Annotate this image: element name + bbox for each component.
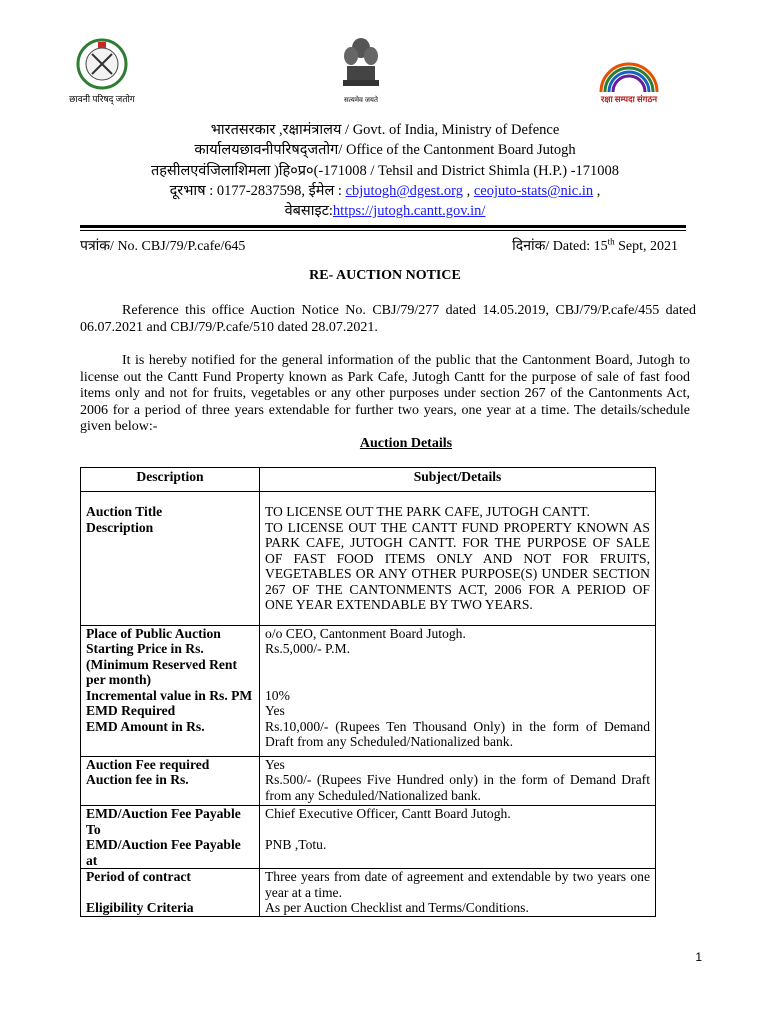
page-number: 1 xyxy=(695,950,702,964)
row-label: Auction Title xyxy=(81,492,260,520)
row-label: Incremental value in Rs. PM xyxy=(81,688,260,704)
row-label: Place of Public Auction xyxy=(81,625,260,641)
row-label: EMD Required xyxy=(81,703,260,719)
header-divider xyxy=(80,225,686,228)
date-prefix: दिनांक/ Dated: 15 xyxy=(512,239,608,254)
row-value: o/o CEO, Cantonment Board Jutogh. xyxy=(260,625,656,641)
table-row xyxy=(81,641,656,688)
defence-estates-logo xyxy=(589,34,669,108)
header-subject-details: Subject/Details xyxy=(260,468,656,492)
auction-details-heading: Auction Details xyxy=(359,436,453,451)
table-header-row xyxy=(81,468,656,492)
header-ministry: भारतसरकार ,रक्षामंत्रालय / Govt. of India, Ministry of Defence xyxy=(210,122,560,138)
date-suffix: Sept, 2021 xyxy=(614,239,678,254)
row-value: Three years from date of agreement and extendable by two years one year at a time. xyxy=(260,869,656,901)
email-link-1[interactable]: cbjutogh@dgest.org xyxy=(345,183,463,199)
row-label: EMD/Auction Fee Payable at xyxy=(81,837,260,869)
emblem-caption: सत्यमेव जयते xyxy=(344,96,378,104)
table-row xyxy=(81,869,656,901)
email-separator: , xyxy=(462,183,474,199)
email-link-2[interactable]: ceojuto-stats@nic.in xyxy=(473,183,594,199)
notice-title: RE- AUCTION NOTICE xyxy=(309,268,461,283)
cantonment-board-logo xyxy=(64,34,140,108)
row-label: EMD/Auction Fee Payable To xyxy=(81,806,260,838)
table-row xyxy=(81,520,656,626)
row-value: Rs.500/- (Rupees Five Hundred only) in the form of Demand Draft from any Scheduled/Nationalized bank. xyxy=(260,772,656,806)
row-value: TO LICENSE OUT THE PARK CAFE, JUTOGH CANTT. xyxy=(260,492,656,520)
notification-paragraph: It is hereby notified for the general information of the public that the Cantonment Board, Jutogh to license out the Cantt Fund Property known as Park Cafe, Jutogh Cantt for the purpose of sale of fast food items only and not for fruits, vegetables or any other purposes under section 267 of the Cantonments Act, 2006 for a period of three years extendable for further two years, one year at a time. The details/schedule given below:- xyxy=(80,353,690,434)
header-divider-thin xyxy=(80,230,686,231)
row-label: Eligibility Criteria xyxy=(81,900,260,916)
table-row xyxy=(81,625,656,641)
email-suffix: , xyxy=(593,183,601,199)
row-value: Rs.5,000/- P.M. xyxy=(260,641,656,688)
row-label: Auction fee in Rs. xyxy=(81,772,260,806)
table-row xyxy=(81,688,656,704)
header-office: कार्यालयछावनीपरिषद्जतोग/ Office of the Cantonment Board Jutogh xyxy=(194,142,576,158)
table-row xyxy=(81,772,656,806)
row-value: Yes xyxy=(260,703,656,719)
row-label: Starting Price in Rs. (Minimum Reserved Rent per month) xyxy=(81,641,260,688)
table-row xyxy=(81,703,656,719)
reference-number: पत्रांक/ No. CBJ/79/P.cafe/645 xyxy=(80,239,246,254)
row-label: Auction Fee required xyxy=(81,756,260,772)
table-row xyxy=(81,756,656,772)
table-row xyxy=(81,806,656,838)
table-row xyxy=(81,492,656,520)
auction-details-table xyxy=(80,467,656,917)
table-row xyxy=(81,719,656,757)
right-logo-caption: रक्षा सम्पदा संगठन xyxy=(600,94,658,104)
row-label: Description xyxy=(81,520,260,626)
row-value: Chief Executive Officer, Cantt Board Jutogh. xyxy=(260,806,656,838)
header-website xyxy=(0,202,770,220)
reference-date xyxy=(512,236,678,255)
phone-text: दूरभाष : 0177-2837598, ईमेल : xyxy=(169,183,346,199)
table-row xyxy=(81,837,656,869)
website-label: वेबसाइट: xyxy=(284,203,333,219)
row-value: 10% xyxy=(260,688,656,704)
row-label: Period of contract xyxy=(81,869,260,901)
row-value: TO LICENSE OUT THE CANTT FUND PROPERTY KNOWN AS PARK CAFE, JUTOGH CANTT. FOR THE PURPOSE OF SALE OF FAST FOOD ITEMS ONLY AND NOT FOR FRUITS, VEGETABLES OR ANY OTHER PURPOSE(S) UNDER SECTION 267 OF THE CANTONMENTS ACT, 2006 FOR A PERIOD OF ONE YEAR EXTENDABLE BY TWO YEARS. xyxy=(260,520,656,626)
date-superscript: th xyxy=(607,236,615,247)
row-label: EMD Amount in Rs. xyxy=(81,719,260,757)
row-value: As per Auction Checklist and Terms/Conditions. xyxy=(260,900,656,916)
header-contact xyxy=(0,182,770,200)
header-description: Description xyxy=(81,468,260,492)
row-value: PNB ,Totu. xyxy=(260,837,656,869)
table-row xyxy=(81,900,656,916)
row-value: Yes xyxy=(260,756,656,772)
national-emblem xyxy=(337,34,385,108)
reference-paragraph: Reference this office Auction Notice No. CBJ/79/277 dated 14.05.2019, CBJ/79/P.cafe/455 dated 06.07.2021 and CBJ/79/P.cafe/510 dated 28.07.2021. xyxy=(80,303,696,335)
header-address: तहसीलएवंजिलाशिमला )हि०प्र०(-171008 / Tehsil and District Shimla (H.P.) -171008 xyxy=(150,163,620,179)
row-value: Rs.10,000/- (Rupees Ten Thousand Only) in the form of Demand Draft from any Scheduled/Nationalized bank. xyxy=(260,719,656,757)
left-logo-caption: छावनी परिषद् जतोग xyxy=(69,94,135,104)
website-link[interactable]: https://jutogh.cantt.gov.in/ xyxy=(332,203,486,219)
